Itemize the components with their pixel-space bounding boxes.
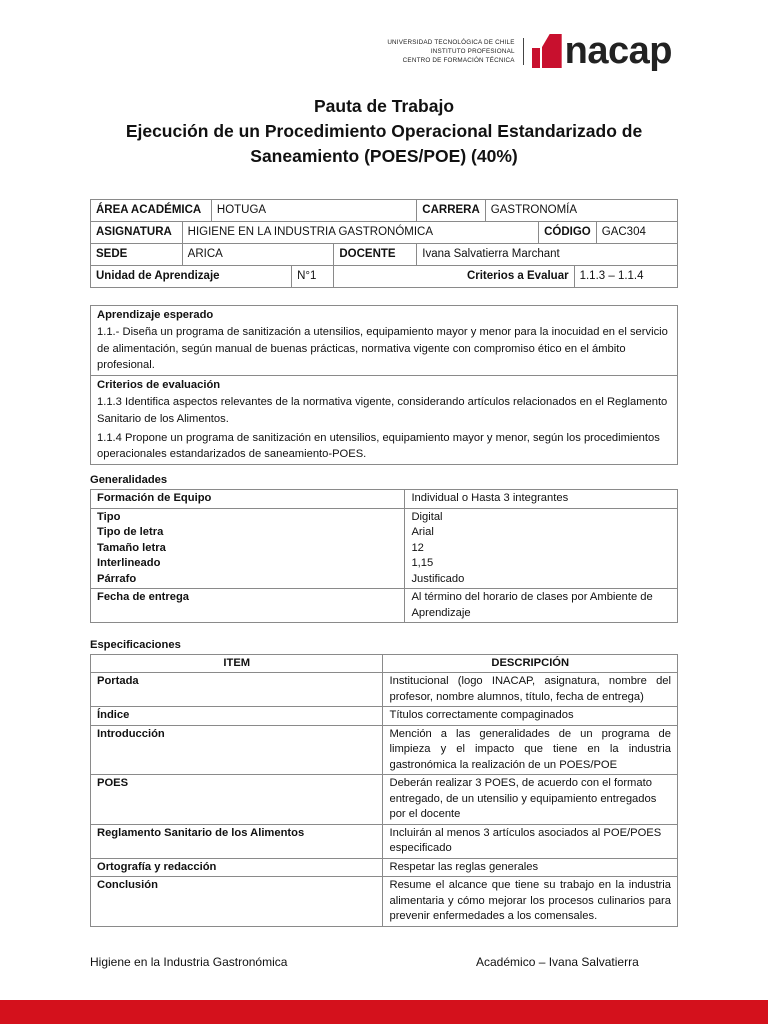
footer-author: Académico – Ivana Salvatierra	[476, 955, 639, 969]
gen-value: Arial	[411, 526, 434, 538]
table-row	[91, 824, 678, 858]
spec-desc: Institucional (logo INACAP, asignatura, nombre del profesor, nombre alumnos, título, fecha de entrega)	[383, 673, 678, 707]
col-desc-header: DESCRIPCIÓN	[383, 655, 678, 673]
gen-label: Interlineado	[97, 557, 161, 569]
spec-item: Portada	[91, 673, 383, 707]
criterios-heading: Criterios de evaluación	[97, 379, 221, 392]
spec-desc: Incluirán al menos 3 artículos asociados al POE/POES especificado	[383, 824, 678, 858]
asignatura-value: HIGIENE EN LA INDUSTRIA GASTRONÓMICA	[182, 222, 538, 244]
aprendizaje-heading: Aprendizaje esperado	[97, 309, 214, 321]
spec-desc: Deberán realizar 3 POES, de acuerdo con el formato entregado, de un utensilio y equipamiento entregados por el docente	[383, 775, 678, 825]
title-line-1: Pauta de Trabajo	[313, 96, 455, 116]
gen-value: Digital	[411, 510, 443, 523]
spec-item: Introducción	[91, 725, 383, 775]
especificaciones-table	[90, 654, 678, 927]
table-row	[91, 725, 678, 775]
criterios-cell	[91, 376, 678, 465]
gen-value: 12	[411, 541, 424, 554]
carrera-label: CARRERA	[417, 200, 486, 222]
docente-label: DOCENTE	[334, 244, 417, 266]
spec-item: Reglamento Sanitario de los Alimentos	[91, 824, 383, 858]
criterios-value: 1.1.3 – 1.1.4	[574, 266, 677, 288]
table-row	[91, 877, 678, 927]
gen-label: Formación de Equipo	[91, 490, 405, 509]
logo-mark-icon	[532, 34, 562, 68]
logo-text: nacap	[564, 30, 672, 72]
inacap-logo	[532, 30, 672, 72]
institution-line: CENTRO DE FORMACIÓN TÉCNICA	[402, 56, 515, 64]
gen-label: Fecha de entrega	[91, 589, 405, 623]
sede-value: ARICA	[182, 244, 334, 266]
carrera-value: GASTRONOMÍA	[485, 200, 677, 222]
table-row	[91, 858, 678, 877]
spec-item: Conclusión	[91, 877, 383, 927]
area-label: ÁREA ACADÉMICA	[91, 200, 212, 222]
gen-label: Párrafo	[97, 572, 137, 585]
table-row	[91, 707, 678, 726]
unidad-label: Unidad de Aprendizaje	[91, 266, 292, 288]
page-header	[387, 30, 672, 72]
area-value: HOTUGA	[211, 200, 416, 222]
title-line-2: Ejecución de un Procedimiento Operacional Estandarizado de	[125, 121, 643, 141]
institution-line: INSTITUTO PROFESIONAL	[430, 47, 515, 55]
institution-line: UNIVERSIDAD TECNOLÓGICA DE CHILE	[387, 38, 515, 46]
generalidades-table	[90, 489, 678, 623]
unidad-value: N°1	[292, 266, 334, 288]
gen-label: Tamaño letra	[97, 541, 166, 554]
gen-label: Tipo	[97, 510, 121, 523]
spec-desc: Respetar las reglas generales	[383, 858, 678, 877]
criterio-item: 1.1.3 Identifica aspectos relevantes de la normativa vigente, considerando artículos relacionados en el Reglamento Sanitario de los Alimentos.	[97, 395, 668, 425]
aprendizaje-cell	[91, 306, 678, 376]
title-line-3: Saneamiento (POES/POE) (40%)	[250, 146, 518, 166]
codigo-value: GAC304	[596, 222, 677, 244]
criterio-item: 1.1.4 Propone un programa de sanitización en utensilios, equipamiento mayor y menor, según los procedimientos operacionales estandarizados de saneamiento-POES.	[97, 431, 660, 461]
spec-item: POES	[91, 775, 383, 825]
spec-desc: Resume el alcance que tiene su trabajo en la industria alimentaria y cómo mejorar los procesos culinarios para prevenir enfermedades a los comensales.	[383, 877, 678, 927]
gen-value: 1,15	[411, 557, 434, 569]
course-info-table	[90, 199, 678, 288]
asignatura-label: ASIGNATURA	[91, 222, 183, 244]
footer-bar	[0, 1000, 768, 1024]
gen-value: Justificado	[411, 572, 465, 585]
codigo-label: CÓDIGO	[539, 222, 597, 244]
especificaciones-heading: Especificaciones	[90, 639, 181, 651]
gen-value: Individual o Hasta 3 integrantes	[405, 490, 678, 509]
sede-label: SEDE	[91, 244, 183, 266]
spec-item: Ortografía y redacción	[91, 858, 383, 877]
table-row	[91, 673, 678, 707]
spec-desc: Mención a las generalidades de un programa de limpieza y el impacto que tiene en la industria gastronómica la realización de un POES/POE	[383, 725, 678, 775]
institution-lines	[387, 38, 523, 65]
aprendizaje-text: 1.1.- Diseña un programa de sanitización a utensilios, equipamiento mayor y menor para la inocuidad en el servicio de alimentación, según manual de buenas prácticas, normativa vigente con compromiso ético en el ámbito profesional.	[97, 325, 668, 372]
spec-item: Índice	[91, 707, 383, 726]
gen-values-group	[405, 508, 678, 589]
generalidades-heading: Generalidades	[90, 474, 168, 486]
learning-outcome-table	[90, 305, 678, 465]
gen-labels-group	[91, 508, 405, 589]
document-title	[0, 94, 768, 169]
spec-desc: Títulos correctamente compaginados	[383, 707, 678, 726]
footer-subject: Higiene en la Industria Gastronómica	[90, 955, 288, 969]
docente-value: Ivana Salvatierra Marchant	[417, 244, 678, 266]
criterios-label: Criterios a Evaluar	[334, 266, 574, 288]
gen-value: Al término del horario de clases por Ambiente de Aprendizaje	[405, 589, 678, 623]
col-item-header: ITEM	[91, 655, 383, 673]
gen-label: Tipo de letra	[97, 526, 164, 538]
table-row	[91, 775, 678, 825]
